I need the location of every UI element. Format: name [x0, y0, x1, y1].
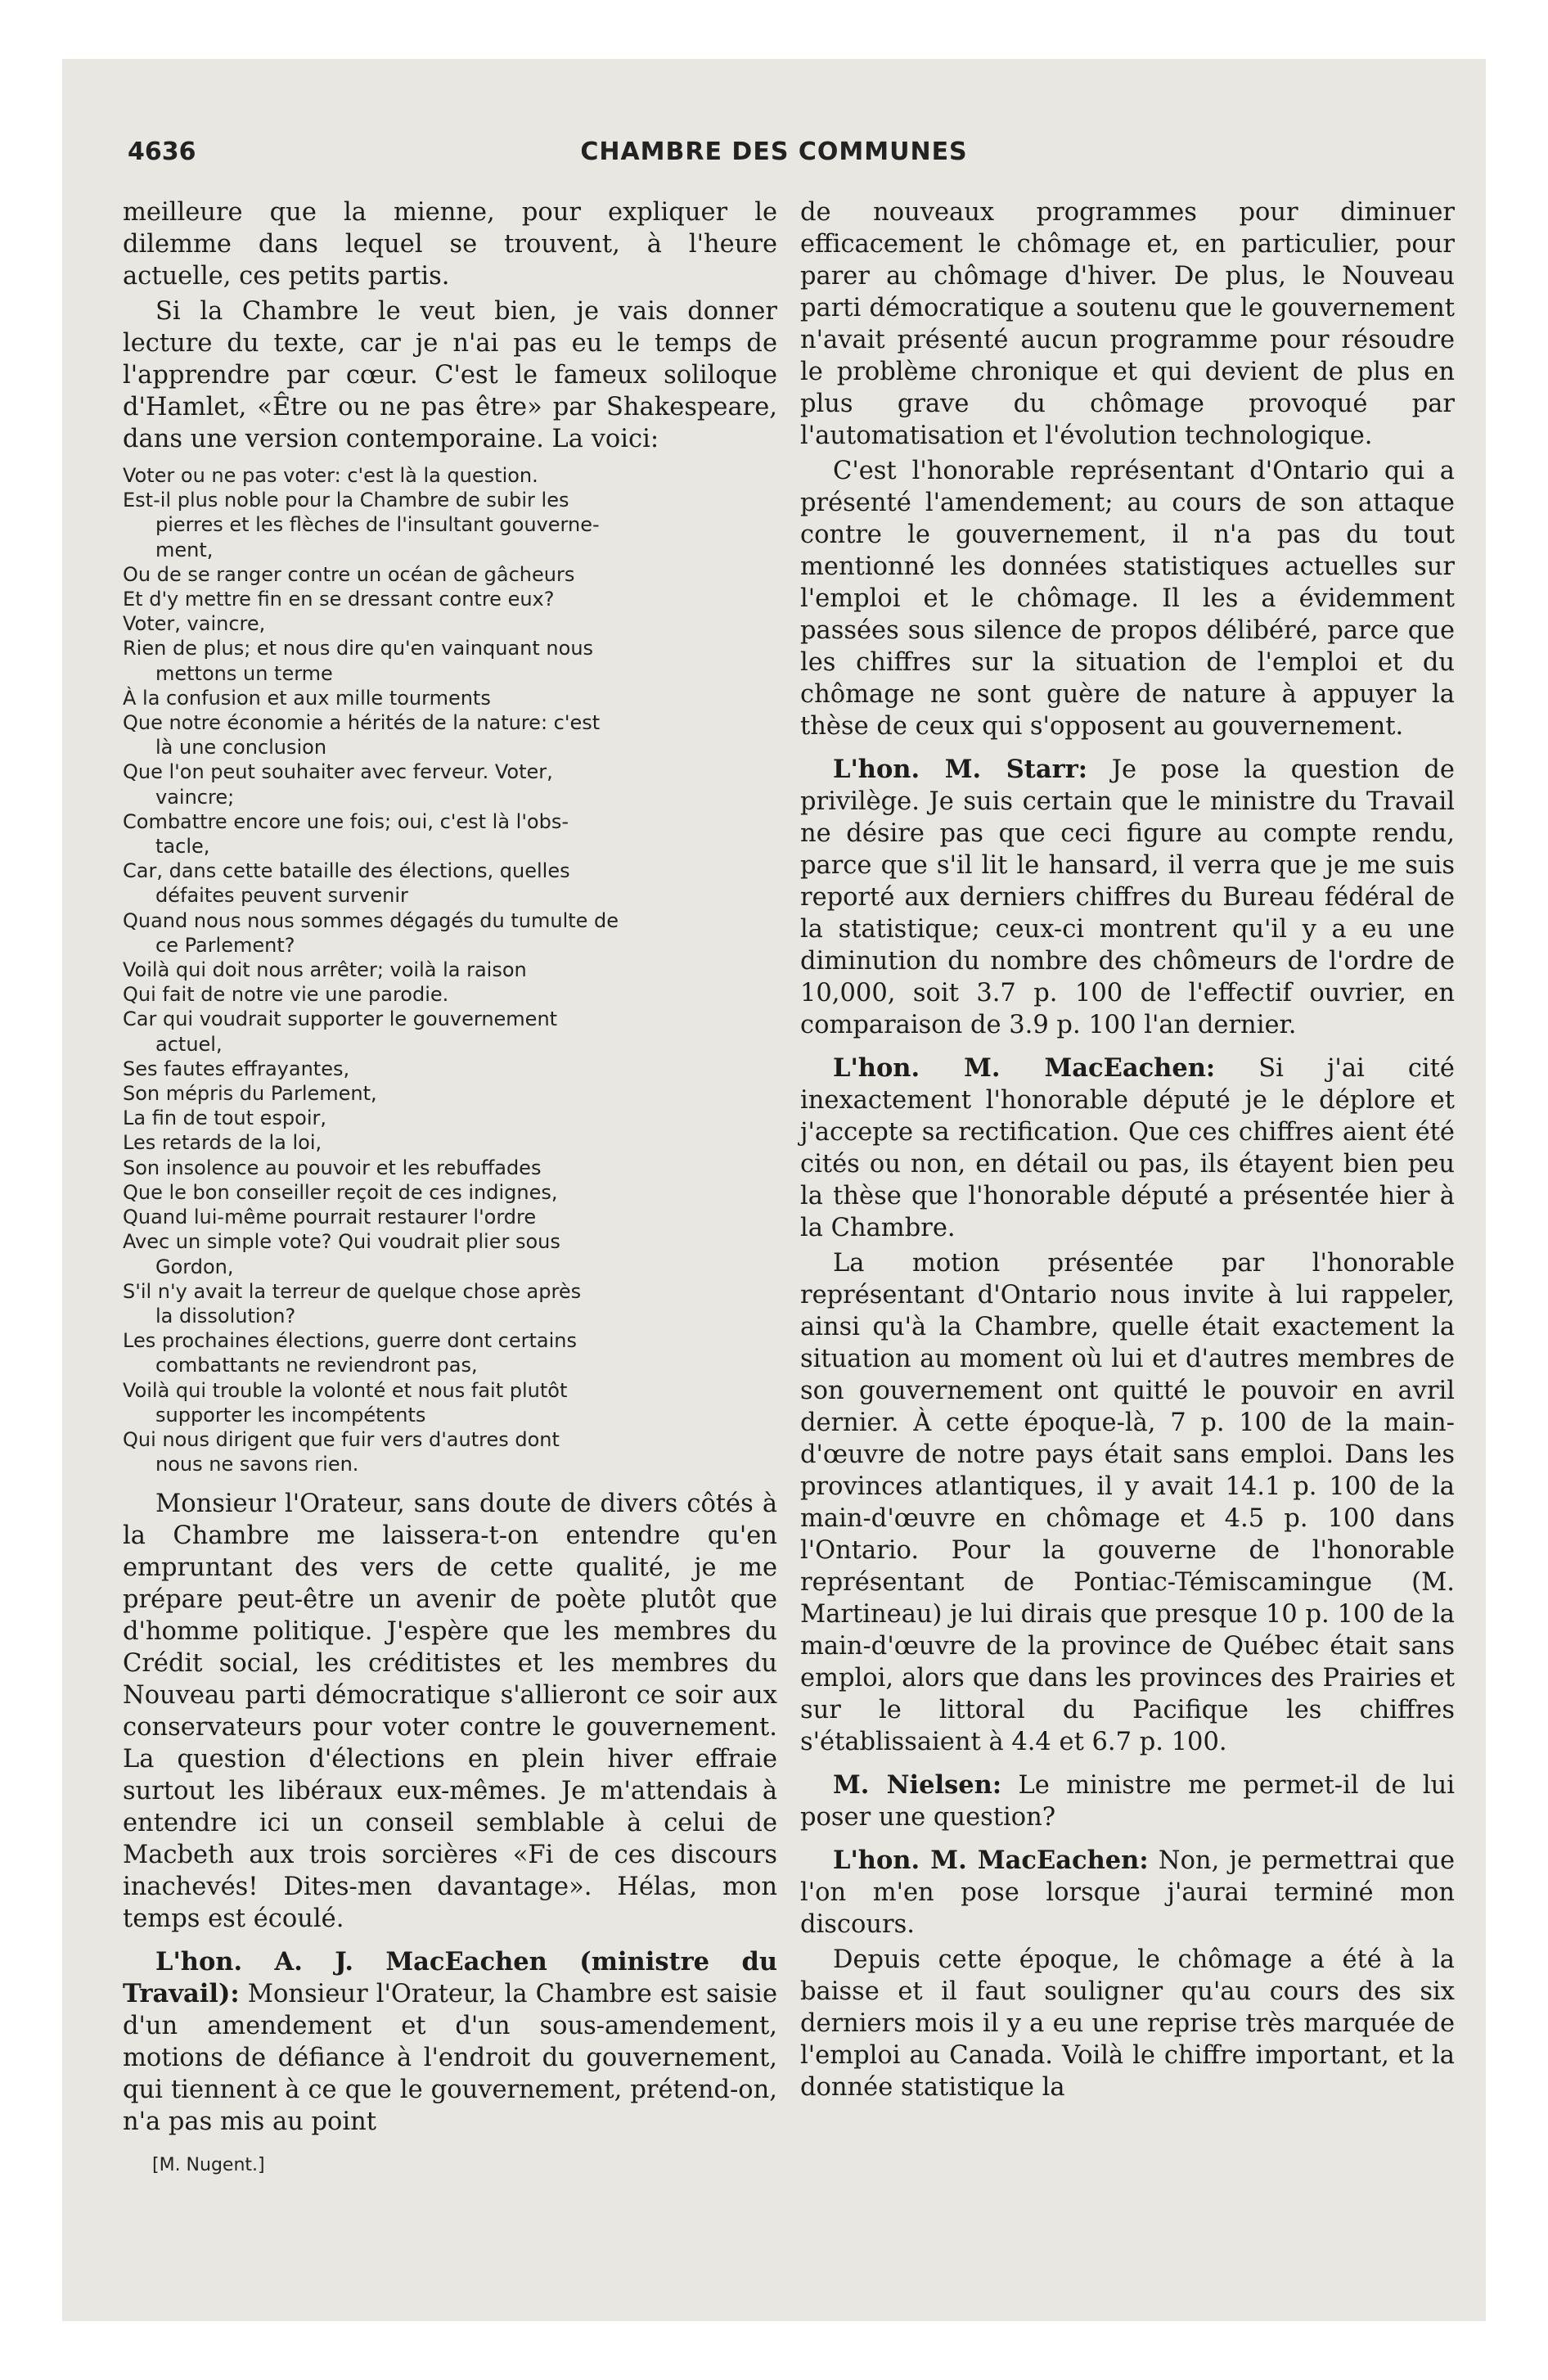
speech-paragraph — [123, 1946, 777, 2138]
poem-line: Que le bon conseiller reçoit de ces indignes, — [123, 1180, 558, 1204]
paragraph: Si la Chambre le veut bien, je vais donner lecture du texte, car je n'ai pas eu le temps de l'apprendre par cœur. C'est le fameux soliloque d'Hamlet, «Être ou ne pas être» par Shakespeare, dans une version contemporaine. La voici: — [123, 297, 777, 453]
speech-text: Monsieur l'Orateur, la Chambre est saisie d'un amendement et d'un sous-amendement, motions de défiance à l'endroit du gouvernement, qui tiennent à ce que le gouvernement, prétend-on, n'a pas mis au point — [123, 1980, 777, 2137]
poem-line: Gordon, — [155, 1255, 234, 1278]
poem-line: Quand nous nous sommes dégagés du tumulte de — [123, 908, 619, 932]
poem-line: vaincre; — [155, 785, 235, 809]
speech-text: Non, je permettrai que l'on m'en pose lorsque j'aurai terminé mon discours. — [800, 1846, 1455, 1939]
poem-line: Voilà qui doit nous arrêter; voilà la raison — [123, 958, 527, 982]
poem-line: mettons un terme — [155, 661, 333, 685]
speaker-name: M. Nielsen: — [833, 1770, 1002, 1800]
speech-text: Si j'ai cité inexactement l'honorable député je le déplore et j'accepte sa rectification. Que ces chiffres aient été cités ou non, en détail ou pas, ils étayent bien peu la thèse que l'honorable député a présentée hier à la Chambre. — [800, 1054, 1455, 1242]
speech-paragraph — [800, 1769, 1455, 1833]
poem-line: nous ne savons rien. — [155, 1453, 359, 1476]
poem-line: Qui nous dirigent que fuir vers d'autres dont — [123, 1427, 560, 1451]
paragraph: La motion présentée par l'honorable représentant d'Ontario nous invite à lui rappeler, ainsi qu'à la Chambre, quelle était exactement la situation au moment où lui et d'autres membres de son gouvernement ont quitté le pouvoir en avril dernier. À cette époque-là, 7 p. 100 de la main-d'œuvre de notre pays était sans emploi. Dans les provinces atlantiques, il y avait 14.1 p. 100 de la main-d'œuvre en chômage et 4.5 p. 100 dans l'Ontario. Pour la gouverne de l'honorable représentant de Pontiac-Témiscamingue (M. Martineau) je lui dirais que presque 10 p. 100 de la main-d'œuvre de la province de Québec était sans emploi, alors que dans les provinces des Prairies et sur le littoral du Pacifique les chiffres s'établissaient à 4.4 et 6.7 p. 100. — [800, 1249, 1455, 1756]
poem-line: Les prochaines élections, guerre dont certains — [123, 1329, 578, 1353]
speech-paragraph — [800, 754, 1455, 1041]
poem-line: Est-il plus noble pour la Chambre de subir les — [123, 489, 569, 512]
poem-line: Voilà qui trouble la volonté et nous fait plutôt — [123, 1378, 568, 1402]
poem-line: supporter les incompétents — [155, 1403, 426, 1427]
speaker-name: L'hon. M. MacEachen: — [833, 1846, 1149, 1875]
poem-line: pierres et les flèches de l'insultant gouverne- — [155, 513, 600, 537]
poem-line: Combattre encore une fois; oui, c'est là l'obs- — [123, 809, 569, 833]
running-header: CHAMBRE DES COMMUNES — [580, 137, 968, 166]
speech-paragraph — [800, 1053, 1455, 1244]
poem-line: Qui fait de notre vie une parodie. — [123, 983, 449, 1007]
left-column — [123, 196, 777, 2181]
poem-line: défaites peuvent survenir — [155, 884, 408, 908]
poem-line: ce Parlement? — [155, 933, 295, 957]
poem-line: Que notre économie a hérités de la nature: c'est — [123, 711, 601, 735]
speech-text: Le ministre me permet-il de lui poser une question? — [800, 1771, 1456, 1832]
speaker-name: L'hon. A. J. MacEachen (ministre du Travail): — [123, 1947, 777, 2009]
paragraph: Monsieur l'Orateur, sans doute de divers côtés à la Chambre me laissera-t-on entendre qu'en empruntant des vers de cette qualité, je me prépare peut-être un avenir de poète plutôt que d'homme politique. J'espère que les membres du Crédit social, les créditistes et les membres du Nouveau parti démocratique s'allieront ce soir aux conservateurs pour voter contre le gouvernement. La question d'élections en plein hiver effraie surtout les libéraux eux-mêmes. Je m'attendais à entendre ici un conseil semblable à celui de Macbeth aux trois sorcières «Fi de ces discours inachevés! Dites-men davantage». Hélas, mon temps est écoulé. — [123, 1490, 777, 1934]
poem-line: Avec un simple vote? Qui voudrait plier sous — [123, 1230, 560, 1254]
poem-line: Les retards de la loi, — [123, 1131, 322, 1155]
poem-line: tacle, — [155, 835, 210, 859]
poem-line: Rien de plus; et nous dire qu'en vainquant nous — [123, 637, 594, 660]
paragraph: meilleure que la mienne, pour expliquer le dilemme dans lequel se trouvent, à l'heure actuelle, ces petits partis. — [123, 198, 777, 291]
speech-paragraph — [800, 1845, 1455, 1941]
poem-line: actuel, — [155, 1032, 223, 1056]
poem-line: Ou de se ranger contre un océan de gâcheurs — [123, 562, 575, 586]
poem-line: Son mépris du Parlement, — [123, 1082, 377, 1106]
paragraph: Depuis cette époque, le chômage a été à la baisse et il faut souligner qu'au cours des six derniers mois il y a eu une reprise très marquée de l'emploi au Canada. Voilà le chiffre important, et la donnée statistique la — [800, 1945, 1455, 2102]
poem-line: Ses fautes effrayantes, — [123, 1057, 350, 1080]
poem-line: la dissolution? — [155, 1304, 296, 1327]
poem-line: Quand lui-même pourrait restaurer l'ordre — [123, 1206, 537, 1229]
poem-line: Voter, vaincre, — [123, 612, 266, 636]
poem-line: là une conclusion — [155, 736, 327, 760]
poem-line: Voter ou ne pas voter: c'est là la question. — [123, 464, 538, 487]
paragraph: C'est l'honorable représentant d'Ontario qui a présenté l'amendement; au cours de son attaque contre le gouvernement, il n'a pas du tout mentionné les données statistiques actuelles sur l'emploi et le chômage. Il les a évidemment passées sous silence de propos délibéré, parce que les chiffres sur la situation de l'emploi et du chômage ne sont guère de nature à appuyer la thèse de ceux qui s'opposent au gouvernement. — [800, 457, 1455, 741]
right-column — [800, 196, 1455, 2107]
poem-line: Et d'y mettre fin en se dressant contre eux? — [123, 588, 555, 611]
speaker-name: L'hon. M. Starr: — [833, 755, 1088, 784]
poem-line: Son insolence au pouvoir et les rebuffades — [123, 1156, 542, 1179]
poem-line: combattants ne reviendront pas, — [155, 1354, 478, 1377]
poem-line: La fin de tout espoir, — [123, 1107, 326, 1130]
speaker-name: L'hon. M. MacEachen: — [833, 1053, 1216, 1083]
speech-text: Je pose la question de privilège. Je suis certain que le ministre du Travail ne désire pas que ceci figure au compte rendu, parce que s'il lit le hansard, il verra que je me suis reporté aux derniers chiffres du Bureau fédéral de la statistique; ceux-ci montrent qu'il y a eu une diminution du nombre des chômeurs de l'ordre de 10,000, soit 3.7 p. 100 de l'effectif ouvrier, en comparaison de 3.9 p. 100 l'an dernier. — [800, 755, 1455, 1039]
poem-line: ment, — [155, 538, 214, 561]
paragraph: de nouveaux programmes pour diminuer efficacement le chômage et, en particulier, pour parer au chômage d'hiver. De plus, le Nouveau parti démocratique a soutenu que le gouvernement n'avait présenté aucun programme pour résoudre le problème chronique et qui devient de plus en plus grave du chômage provoqué par l'automatisation et l'évolution technologique. — [800, 198, 1455, 450]
speaker-attribution: [M. Nugent.] — [152, 2155, 265, 2176]
poem — [123, 463, 777, 1476]
poem-line: Car qui voudrait supporter le gouvernement — [123, 1007, 558, 1031]
poem-line: À la confusion et aux mille tourments — [123, 686, 491, 710]
page-number: 4636 — [128, 137, 196, 166]
poem-line: Que l'on peut souhaiter avec ferveur. Voter, — [123, 760, 553, 784]
poem-line: Car, dans cette bataille des élections, quelles — [123, 859, 570, 883]
poem-line: S'il n'y avait la terreur de quelque chose après — [123, 1279, 582, 1303]
